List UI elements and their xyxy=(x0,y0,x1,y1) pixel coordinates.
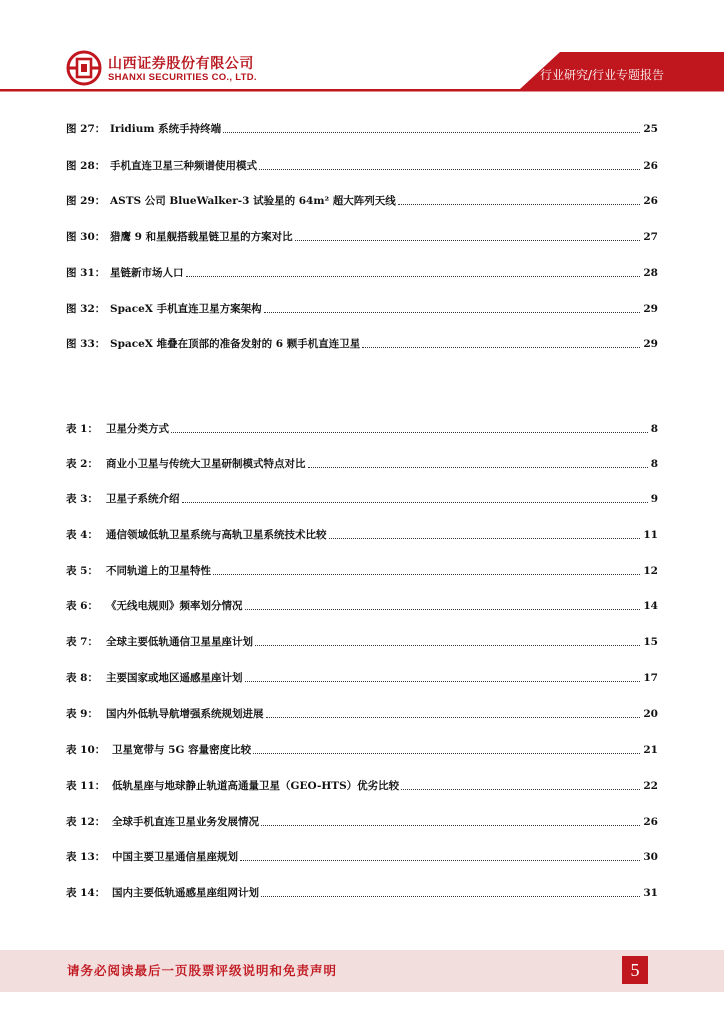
toc-label: 表 1： xyxy=(66,423,98,435)
toc-title: SpaceX 堆叠在顶部的准备发射的 6 颗手机直连卫星 xyxy=(110,338,361,350)
toc-page-number: 21 xyxy=(643,744,658,756)
toc-leader-dots xyxy=(362,346,640,348)
toc-title: 星链新市场人口 xyxy=(110,267,184,279)
toc-page-number: 8 xyxy=(650,423,658,435)
toc-leader-dots xyxy=(401,788,640,790)
toc-table-row[interactable] xyxy=(66,597,658,613)
toc-title: Iridium 系统手持终端 xyxy=(110,123,222,135)
toc-leader-dots xyxy=(261,824,640,826)
toc-leader-dots xyxy=(171,431,648,433)
toc-figure-row[interactable] xyxy=(66,228,658,244)
toc-page-number: 29 xyxy=(643,303,658,315)
toc-label: 表 4： xyxy=(66,529,98,541)
toc-leader-dots xyxy=(266,716,641,718)
toc-title: 国内外低轨导航增强系统规划进展 xyxy=(106,708,264,720)
company-logo-icon xyxy=(66,50,102,86)
toc-leader-dots xyxy=(255,644,640,646)
toc-title: 主要国家或地区遥感星座计划 xyxy=(106,672,243,684)
toc-title: 卫星宽带与 5G 容量密度比较 xyxy=(112,744,252,756)
toc-leader-dots xyxy=(186,275,641,277)
toc-page-number: 9 xyxy=(650,493,658,505)
toc-label: 表 10： xyxy=(66,744,106,756)
header-band xyxy=(0,0,724,100)
toc-label: 图 30： xyxy=(66,231,106,243)
toc-page-number: 22 xyxy=(643,780,658,792)
toc-leader-dots xyxy=(259,168,640,170)
toc-leader-dots xyxy=(213,573,640,575)
toc-label: 图 32： xyxy=(66,303,106,315)
toc-leader-dots xyxy=(245,608,641,610)
toc-leader-dots xyxy=(261,895,640,897)
toc-page-number: 14 xyxy=(643,600,658,612)
toc-table-row[interactable] xyxy=(66,848,658,864)
toc-page-number: 29 xyxy=(643,338,658,350)
toc-label: 表 2： xyxy=(66,458,98,470)
toc-table-row[interactable] xyxy=(66,562,658,578)
toc-table-row[interactable] xyxy=(66,669,658,685)
toc-title: 卫星子系统介绍 xyxy=(106,493,180,505)
toc-table-row[interactable] xyxy=(66,813,658,829)
toc-title: 《无线电规则》频率划分情况 xyxy=(106,600,243,612)
toc-label: 图 33： xyxy=(66,338,106,350)
toc-title: 低轨星座与地球静止轨道高通量卫星（GEO-HTS）优劣比较 xyxy=(112,780,400,792)
toc-page-number: 26 xyxy=(643,816,658,828)
toc-table-row[interactable] xyxy=(66,490,658,506)
toc-leader-dots xyxy=(264,311,641,313)
toc-page-number: 30 xyxy=(643,851,658,863)
toc-page-number: 12 xyxy=(643,565,658,577)
toc-label: 表 8： xyxy=(66,672,98,684)
toc-figure-row[interactable] xyxy=(66,264,658,280)
toc-title: 不同轨道上的卫星特性 xyxy=(106,565,211,577)
toc-label: 表 9： xyxy=(66,708,98,720)
toc-page-number: 11 xyxy=(643,529,658,541)
company-name-en: SHANXI SECURITIES CO., LTD. xyxy=(108,72,257,83)
toc-leader-dots xyxy=(223,131,640,133)
page-number: 5 xyxy=(622,956,648,984)
toc-table-row[interactable] xyxy=(66,741,658,757)
toc-label: 表 11： xyxy=(66,780,106,792)
toc-leader-dots xyxy=(295,239,641,241)
toc-title: 手机直连卫星三种频谱使用模式 xyxy=(110,160,257,172)
toc-table-row[interactable] xyxy=(66,455,658,471)
toc-table-row[interactable] xyxy=(66,777,658,793)
toc-label: 表 6： xyxy=(66,600,98,612)
toc-table-row[interactable] xyxy=(66,884,658,900)
company-name-cn: 山西证券股份有限公司 xyxy=(108,56,254,72)
toc-leader-dots xyxy=(329,537,641,539)
toc-table-row[interactable] xyxy=(66,420,658,436)
toc-title: 通信领域低轨卫星系统与高轨卫星系统技术比较 xyxy=(106,529,327,541)
toc-leader-dots xyxy=(308,466,648,468)
toc-page-number: 8 xyxy=(650,458,658,470)
toc-page-number: 26 xyxy=(643,160,658,172)
toc-page-number: 17 xyxy=(643,672,658,684)
toc-label: 图 29： xyxy=(66,195,106,207)
report-type: 行业研究/行业专题报告 xyxy=(539,68,664,82)
toc-page-number: 27 xyxy=(643,231,658,243)
toc-leader-dots xyxy=(398,203,641,205)
toc-page-number: 26 xyxy=(643,195,658,207)
toc-title: 猎鹰 9 和星舰搭载星链卫星的方案对比 xyxy=(110,231,293,243)
toc-page-number: 15 xyxy=(643,636,658,648)
toc-title: 国内主要低轨遥感星座组网计划 xyxy=(112,887,259,899)
toc-title: 全球手机直连卫星业务发展情况 xyxy=(112,816,259,828)
footer-disclaimer: 请务必阅读最后一页股票评级说明和免责声明 xyxy=(67,963,338,978)
toc-label: 图 28： xyxy=(66,160,106,172)
toc-figure-row[interactable] xyxy=(66,192,658,208)
toc-title: 全球主要低轨通信卫星星座计划 xyxy=(106,636,253,648)
toc-leader-dots xyxy=(240,859,640,861)
toc-title: SpaceX 手机直连卫星方案架构 xyxy=(110,303,262,315)
toc-leader-dots xyxy=(182,501,648,503)
toc-table-row[interactable] xyxy=(66,526,658,542)
toc-table-row[interactable] xyxy=(66,633,658,649)
toc-page-number: 31 xyxy=(643,887,658,899)
toc-page-number: 28 xyxy=(643,267,658,279)
toc-figure-row[interactable] xyxy=(66,300,658,316)
toc-figure-row[interactable] xyxy=(66,157,658,173)
toc-label: 表 13： xyxy=(66,851,106,863)
page-header xyxy=(0,0,724,100)
toc-page-number: 25 xyxy=(643,123,658,135)
toc-label: 表 14： xyxy=(66,887,106,899)
toc-title: 中国主要卫星通信星座规划 xyxy=(112,851,238,863)
toc-label: 图 27： xyxy=(66,123,106,135)
toc-label: 表 5： xyxy=(66,565,98,577)
toc-table-row[interactable] xyxy=(66,705,658,721)
toc-leader-dots xyxy=(245,680,641,682)
toc-page-number: 20 xyxy=(643,708,658,720)
toc-figure-row[interactable] xyxy=(66,335,658,351)
toc-label: 图 31： xyxy=(66,267,106,279)
toc-figure-row[interactable] xyxy=(66,120,658,136)
toc-label: 表 12： xyxy=(66,816,106,828)
toc-title: ASTS 公司 BlueWalker-3 试验星的 64m² 超大阵列天线 xyxy=(110,195,396,207)
toc-label: 表 3： xyxy=(66,493,98,505)
toc-title: 卫星分类方式 xyxy=(106,423,169,435)
toc-title: 商业小卫星与传统大卫星研制模式特点对比 xyxy=(106,458,306,470)
toc-leader-dots xyxy=(253,752,640,754)
toc-label: 表 7： xyxy=(66,636,98,648)
